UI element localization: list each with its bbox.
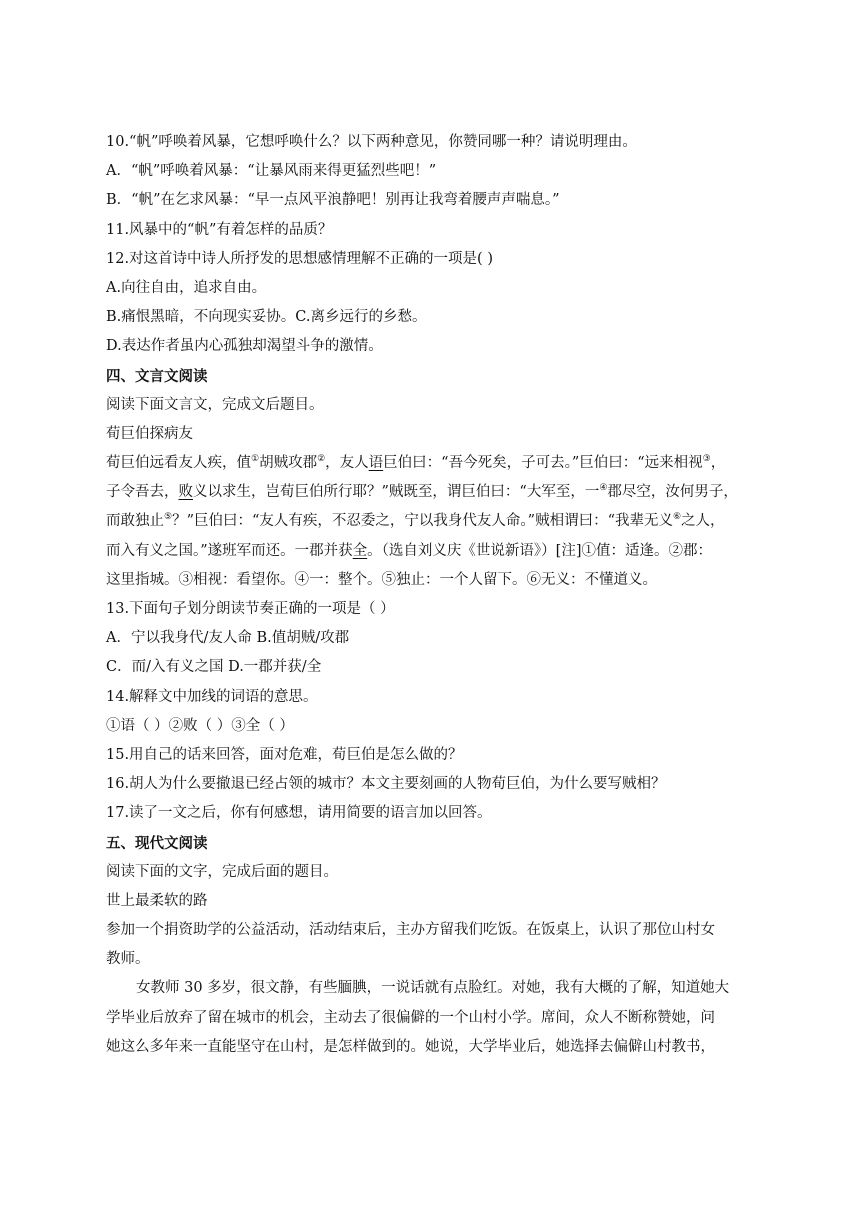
section-4-heading: 四、文言文阅读 — [106, 367, 208, 385]
text-run: 。（选自刘义庆《世说新语》）[注]①值：适逢。②郡： — [367, 542, 712, 559]
classical-text-line-3 — [106, 507, 766, 536]
footnote-mark-3: ③ — [702, 454, 711, 465]
question-14: 14.解释文中加线的词语的意思。 — [106, 688, 318, 705]
footnote-mark-6: ⑥ — [672, 512, 682, 523]
text-run: ，友人 — [325, 455, 369, 472]
question-11: 11.风暴中的“帆”有着怎样的品质？ — [106, 221, 333, 238]
underlined-word-quan: 全 — [352, 542, 368, 559]
modern-text-p2-line-1: 女教师 30 多岁，很文静，有些腼腆，一说话就有点脸红。对她，我有大概的了解，知道她大 — [136, 980, 730, 997]
text-run: 义以求生，岂荀巨伯所行耶？”贼既至，谓巨伯曰：“大军至，一 — [193, 484, 600, 501]
text-run: ， — [710, 455, 726, 472]
text-run: 子令吾去， — [106, 484, 179, 501]
underlined-word-yu: 语 — [368, 455, 384, 472]
text-run: 郡尽空，汝何男子， — [607, 484, 738, 501]
question-12-option-bc: B.痛恨黑暗，不向现实妥协。C.离乡远行的乡愁。 — [106, 309, 427, 326]
modern-text-p1-line-2: 教师。 — [106, 951, 150, 968]
question-10-option-b: B．“帆”在乞求风暴：“早一点风平浪静吧！别再让我弯着腰声声喘息。” — [106, 192, 560, 209]
question-14-blanks: ①语（ ）②败（ ）③全（ ） — [106, 717, 294, 734]
question-16: 16.胡人为什么要撤退已经占领的城市？本文主要刻画的人物荀巨伯，为什么要写贼相？ — [106, 776, 666, 793]
text-run: 而敢独止 — [106, 513, 164, 530]
classical-text-title: 荀巨伯探病友 — [106, 425, 193, 442]
question-17: 17.读了一文之后，你有何感想，请用简要的语言加以回答。 — [106, 805, 492, 822]
classical-text-line-1 — [106, 449, 766, 478]
question-12-option-d: D.表达作者虽内心孤独却渴望斗争的激情。 — [106, 338, 383, 355]
page-content — [106, 128, 766, 1062]
section-5-heading: 五、现代文阅读 — [106, 834, 208, 852]
text-run: 之人， — [681, 513, 725, 530]
text-run: 巨伯曰：“吾今死矣，子可去。”巨伯曰：“远来相视 — [383, 455, 703, 472]
modern-text-p2-line-3: 她这么多年来一直能坚守在山村，是怎样做到的。她说，大学毕业后，她选择去偏僻山村教书， — [106, 1038, 715, 1055]
question-12: 12.对这首诗中诗人所抒发的思想感情理解不正确的一项是( ) — [106, 250, 493, 267]
modern-text-title: 世上最柔软的路 — [106, 892, 208, 909]
footnote-mark-1: ① — [251, 454, 260, 465]
classical-text-line-2 — [106, 478, 766, 507]
modern-text-p1-line-1: 参加一个捐资助学的公益活动，活动结束后，主办方留我们吃饭。在饭桌上，认识了那位山村女 — [106, 922, 715, 939]
modern-text-p2-line-2: 学毕业后放弃了留在城市的机会，主动去了很偏僻的一个山村小学。席间，众人不断称赞她，问 — [106, 1009, 715, 1026]
section-4-instruction: 阅读下面文言文，完成文后题目。 — [106, 396, 324, 413]
text-run: ？”巨伯曰：“友人有疾，不忍委之，宁以我身代友人命。”贼相谓曰：“我辈无义 — [172, 513, 673, 530]
underlined-word-bai: 败 — [178, 484, 193, 501]
text-run: 胡贼攻郡 — [259, 455, 318, 472]
section-5-instruction: 阅读下面的文字，完成后面的题目。 — [106, 863, 338, 880]
text-run: 而入有义之国。”遂班军而还。一郡并获 — [106, 542, 353, 559]
classical-text-line-4 — [106, 537, 766, 566]
question-13: 13.下面句子划分朗读节奏正确的一项是（ ） — [106, 601, 395, 617]
question-13-options-cd: C．而/入有义之国 D.一郡并获/全 — [106, 659, 322, 676]
footnote-mark-5: ⑤ — [164, 512, 173, 523]
question-10: 10.“帆”呼唤着风暴，它想呼唤什么？以下两种意见，你赞同哪一种？请说明理由。 — [106, 134, 637, 150]
question-13-options-ab: A．宁以我身代/友人命 B.值胡贼/攻郡 — [106, 630, 350, 647]
question-15: 15.用自己的话来回答，面对危难，荀巨伯是怎么做的？ — [106, 746, 463, 763]
classical-text-notes: 这里指城。③相视：看望你。④一：整个。⑤独止：一个人留下。⑥无义：不懂道义。 — [106, 571, 657, 588]
text-run: 荀巨伯远看友人疾，值 — [106, 455, 251, 472]
question-10-option-a: A．“帆”呼唤着风暴：“让暴风雨来得更猛烈些吧！” — [106, 163, 437, 180]
question-12-option-a: A.向往自由，追求自由。 — [106, 279, 267, 296]
footnote-mark-2: ② — [317, 454, 326, 465]
footnote-mark-4: ④ — [599, 483, 608, 494]
